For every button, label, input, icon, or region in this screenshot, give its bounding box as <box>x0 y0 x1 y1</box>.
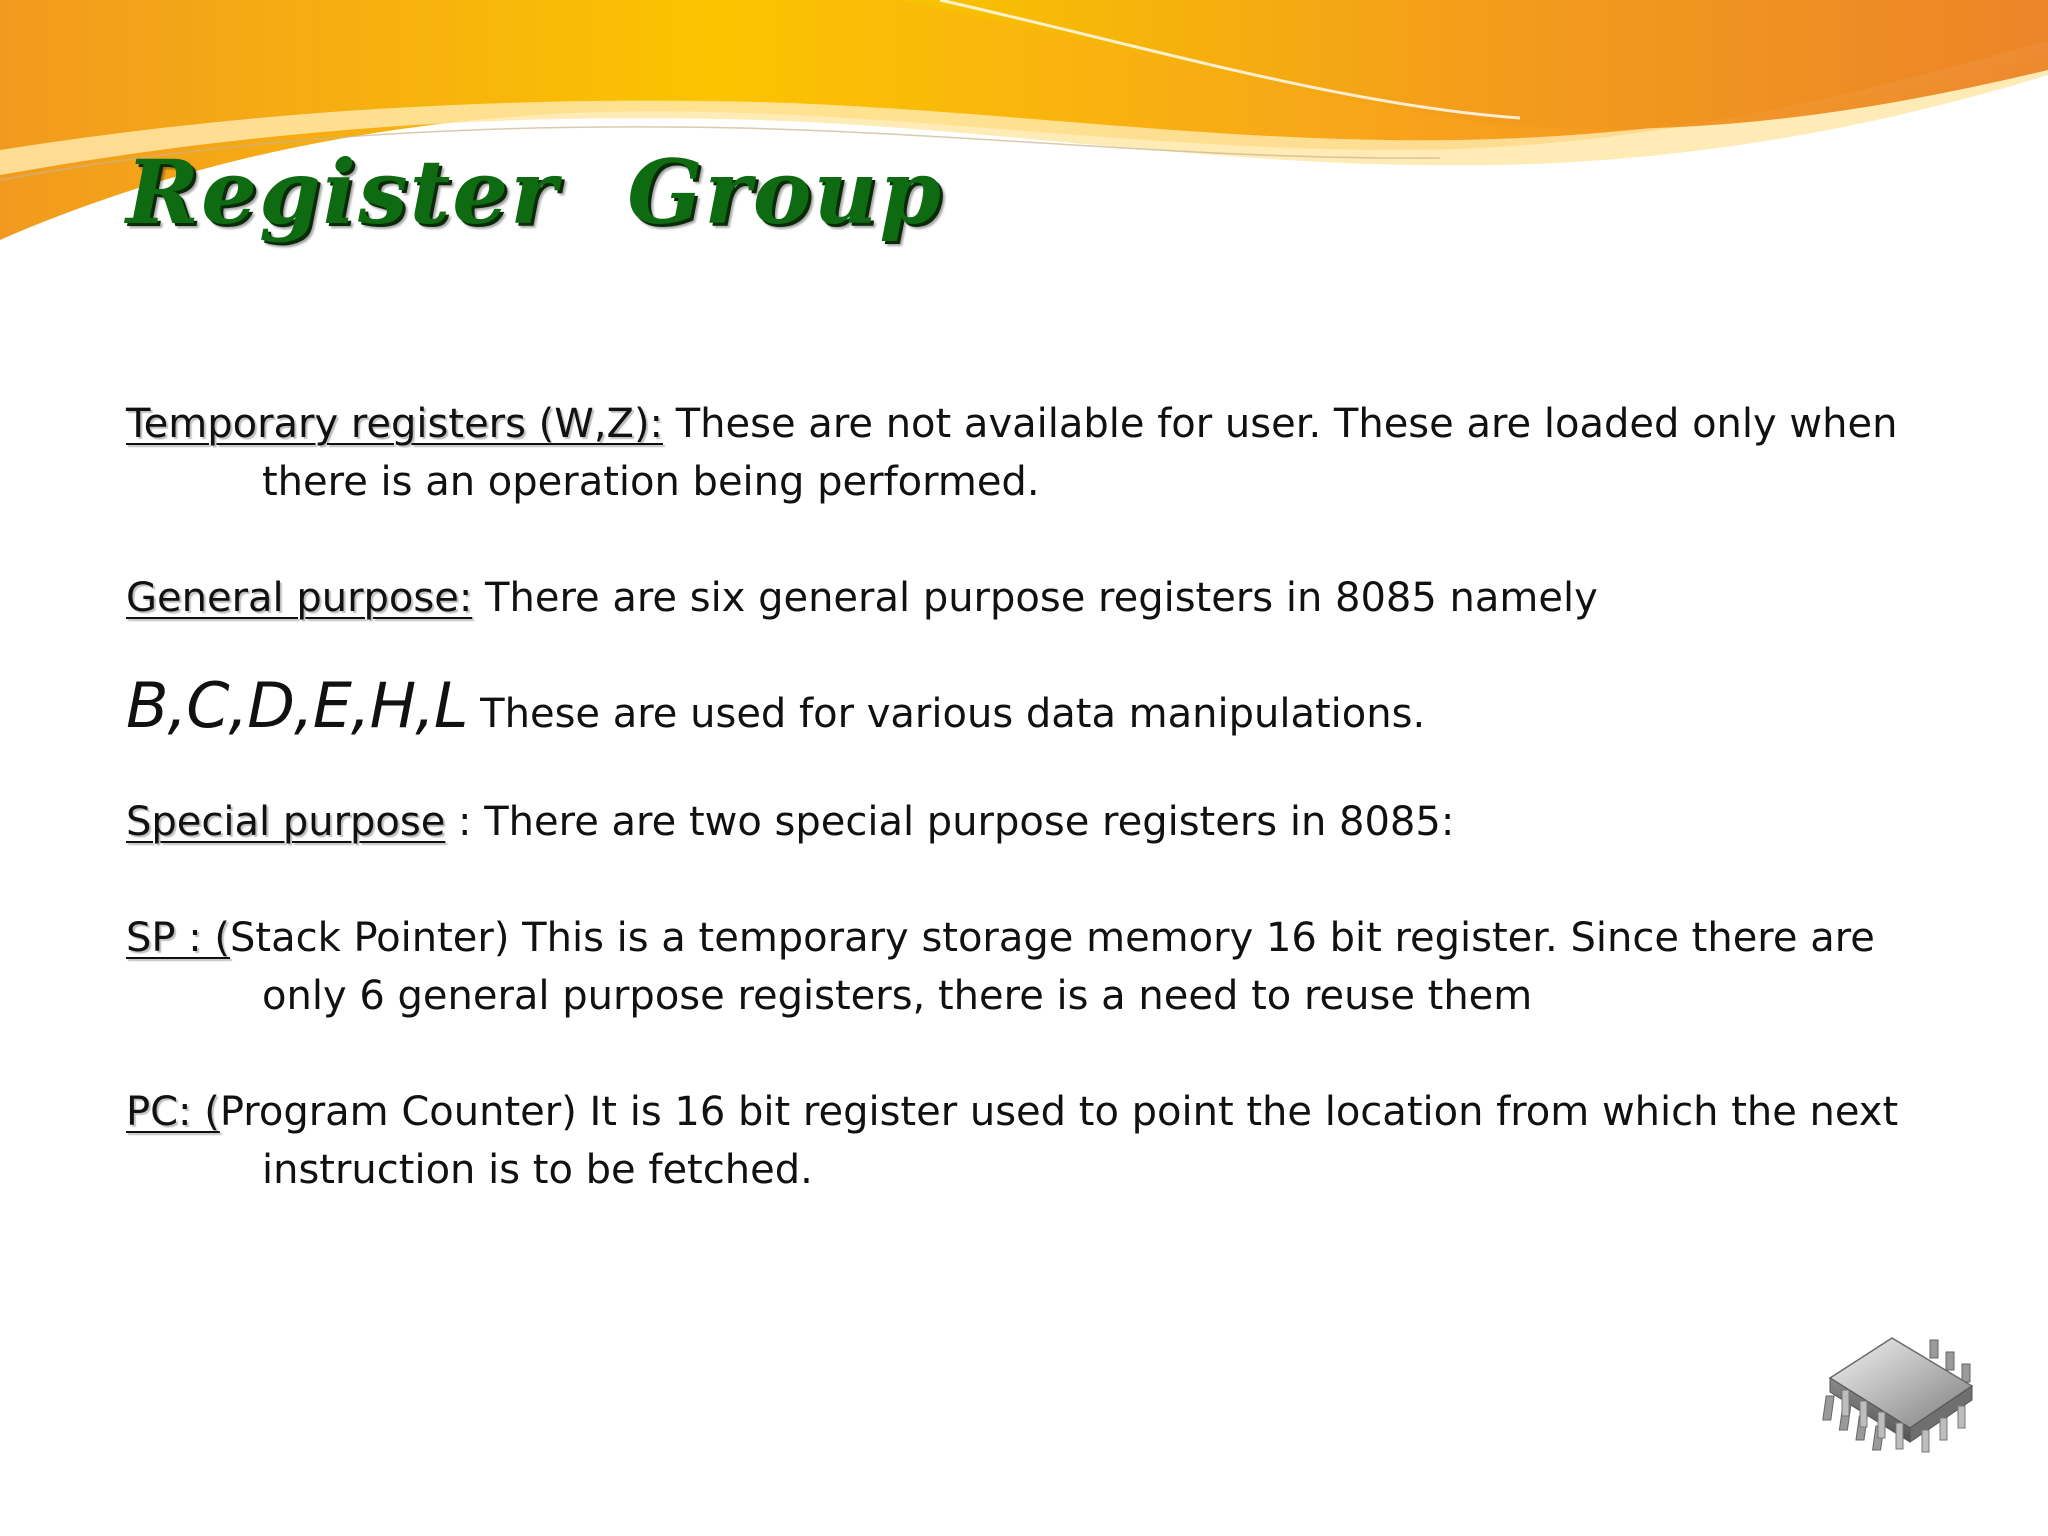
item-stack-pointer <box>126 909 1926 1025</box>
desc-register-letters: These are used for various data manipulations. <box>467 691 1426 737</box>
term-stack-pointer: SP : ( <box>126 915 231 961</box>
item-temporary-registers <box>126 395 1926 511</box>
term-general-purpose: General purpose: <box>126 575 473 621</box>
desc-general-purpose: There are six general purpose registers in 8085 namely <box>472 575 1598 621</box>
microchip-icon <box>1822 1326 1982 1476</box>
item-program-counter <box>126 1083 1926 1199</box>
register-letters: B,C,D,E,H,L <box>126 669 468 742</box>
desc-stack-pointer: Stack Pointer) This is a temporary storage memory 16 bit register. Since there are only 6 general purpose registers, there is a need to reuse them <box>230 915 1875 1019</box>
term-program-counter: PC: ( <box>126 1089 220 1135</box>
term-temporary-registers: Temporary registers (W,Z): <box>126 401 664 447</box>
desc-program-counter: Program Counter) It is 16 bit register used to point the location from which the next instruction is to be fetched. <box>219 1089 1899 1193</box>
slide-body <box>126 395 1926 1199</box>
item-special-purpose <box>126 793 1926 851</box>
item-general-purpose <box>126 569 1926 627</box>
desc-special-purpose: : There are two special purpose registers in 8085: <box>445 799 1455 845</box>
desc-temporary-registers: These are not available for user. These are loaded only when there is an operation being performed. <box>262 401 1898 505</box>
slide-title: Register Group <box>126 140 943 244</box>
item-register-letters <box>126 669 1926 743</box>
term-special-purpose: Special purpose <box>126 799 446 845</box>
